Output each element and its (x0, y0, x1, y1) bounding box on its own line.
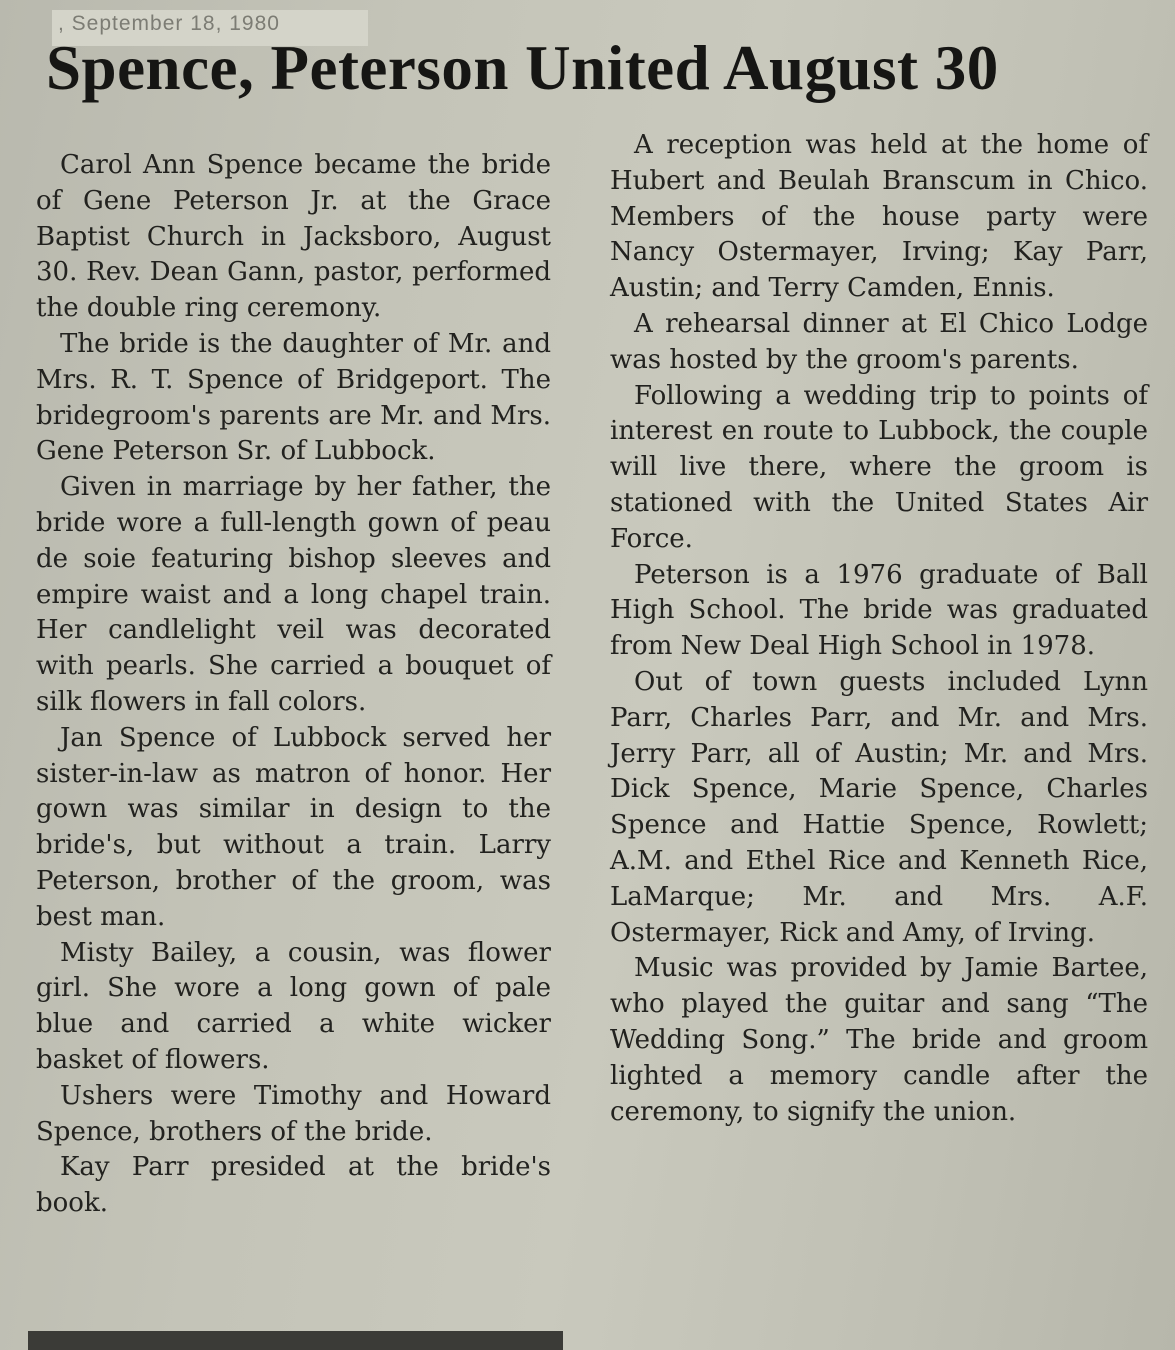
paragraph: The bride is the daughter of Mr. and Mrs. R. T. Spence of Bridgeport. The bridegroom's parents are Mr. and Mrs. Gene Peterson Sr. of Lubbock. (36, 328, 551, 467)
paragraph: Carol Ann Spence became the bride of Gene Peterson Jr. at the Grace Baptist Church in Jacksboro, August 30. Rev. Dean Gann, pastor, performed the double ring ceremony. (36, 150, 551, 324)
paragraph: Kay Parr presided at the bride's book. (36, 1152, 551, 1219)
paragraph: Music was provided by Jamie Bartee, who played the guitar and sang “The Wedding Song.” The bride and groom lighted a memory candle after the ceremony, to signify the union. (610, 953, 1148, 1127)
paragraph: Peterson is a 1976 graduate of Ball High School. The bride was graduated from New Deal High School in 1978. (610, 559, 1148, 662)
headline: Spence, Peterson United August 30 (46, 33, 999, 103)
bottom-rule (28, 1331, 563, 1350)
right-column (610, 128, 1148, 1130)
dateline: , September 18, 1980 (58, 12, 280, 35)
paragraph: Given in marriage by her father, the bride wore a full-length gown of peau de soie featuring bishop sleeves and empire waist and a long chapel train. Her candlelight veil was decorated with pearls. She carried a bouquet of silk flowers in fall colors. (36, 472, 551, 717)
paragraph: Out of town guests included Lynn Parr, Charles Parr, and Mr. and Mrs. Jerry Parr, all of Austin; Mr. and Mrs. Dick Spence, Marie Spence, Charles Spence and Hattie Spence, Rowlett; A.M. and Ethel Rice and Kenneth Rice, LaMarque; Mr. and Mrs. A.F. Ostermayer, Rick and Amy, of Irving. (610, 666, 1148, 948)
paragraph: Misty Bailey, a cousin, was flower girl. She wore a long gown of pale blue and carried a white wicker basket of flowers. (36, 937, 551, 1075)
paragraph: A reception was held at the home of Hubert and Beulah Branscum in Chico. Members of the house party were Nancy Ostermayer, Irving; Kay Parr, Austin; and Terry Camden, Ennis. (610, 130, 1148, 304)
paragraph: Jan Spence of Lubbock served her sister-in-law as matron of honor. Her gown was similar in design to the bride's, but without a train. Larry Peterson, brother of the groom, was best man. (36, 722, 551, 932)
left-column (36, 148, 551, 1222)
paragraph: Ushers were Timothy and Howard Spence, brothers of the bride. (36, 1080, 551, 1147)
paragraph: A rehearsal dinner at El Chico Lodge was hosted by the groom's parents. (610, 308, 1148, 375)
paragraph: Following a wedding trip to points of interest en route to Lubbock, the couple will live there, where the groom is stationed with the United States Air Force. (610, 380, 1148, 554)
